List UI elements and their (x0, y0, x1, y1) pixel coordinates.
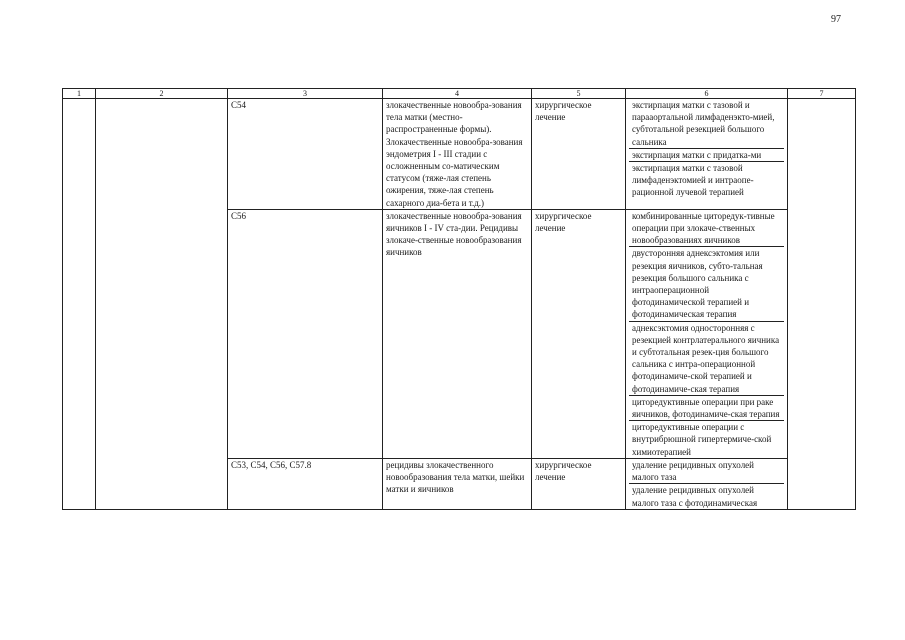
treatment-item: экстирпация матки с тазовой и парааортальной лимфаденэкто-мией, субтотальной резекцией большого сальника (629, 99, 784, 149)
diagnosis-cell (383, 99, 532, 210)
header-cell-4: 4 (383, 89, 532, 99)
header-cell-7: 7 (788, 89, 856, 99)
treatments-list (629, 459, 784, 509)
header-cell-3: 3 (228, 89, 383, 99)
diagnosis-cell (383, 458, 532, 509)
treatment-item: двусторонняя аднексэктомия или резекция яичников, субто-тальная резекция большого сальника с интраоперационной фотодинамической терапией и фотодинамическая терапия (629, 247, 784, 321)
header-cell-2: 2 (96, 89, 228, 99)
col2-cell (96, 99, 228, 510)
code-cell (228, 209, 383, 458)
code-cell (228, 99, 383, 210)
treatment-item: циторедуктивные операции с внутрибрюшной гипертермиче-ской химиотерапией (632, 422, 772, 457)
treatments-cell (626, 458, 788, 509)
diagnosis-cell (383, 209, 532, 458)
treatment-type-cell (532, 458, 626, 509)
header-cell-6: 6 (626, 89, 788, 99)
treatment-item: комбинированные циторедук-тивные операции при злокаче-ственных новообразованиях яичников (629, 210, 784, 248)
treatments-list (629, 99, 784, 199)
code-text: C56 (231, 210, 247, 221)
header-cell-5: 5 (532, 89, 626, 99)
code-text: C54 (231, 100, 247, 110)
treatment-item: удаление рецидивных опухолей малого таза (629, 459, 784, 484)
table-row (63, 99, 856, 210)
diagnosis-text: рецидивы злокачественного новообразования тела матки, шейки матки и яичников (386, 459, 525, 495)
treatment-type-text: хирургическое лечение (535, 459, 592, 483)
treatment-item: циторедуктивные операции при раке яичников, фотодинамиче-ская терапия (629, 396, 784, 421)
col7-cell (788, 99, 856, 510)
treatment-item: удаление рецидивных опухолей малого таза с фотодинамическая (632, 485, 758, 508)
document-table (62, 88, 856, 510)
page-number: 97 (831, 14, 841, 25)
treatments-cell (626, 99, 788, 210)
treatment-type-cell (532, 209, 626, 458)
diagnosis-text: злокачественные новообра-зования яичников I - IV ста-дии. Рецидивы злокаче-ственные новообразования яичников (386, 210, 522, 258)
treatment-item: экстирпация матки с тазовой лимфаденэктомией и интраопе-рационной лучевой терапией (632, 163, 754, 198)
code-cell (228, 458, 383, 509)
treatments-list (629, 210, 784, 458)
treatments-cell (626, 209, 788, 458)
header-cell-1: 1 (63, 89, 96, 99)
diagnosis-text: злокачественные новообра-зования тела матки (местно-распространенные формы). Злокачественные новообра-зования эндометрия I - III стадии с осложненным со-матическим статусом (тяже-лая степень ожирения, тяже-лая степень сахарного диа-бета и т.д.) (386, 100, 523, 208)
code-text: C53, C54, C56, C57.8 (231, 459, 312, 470)
treatment-item: аднексэктомия односторонняя с резекцией контрлатерального яичника и субтотальная резек-ция большого сальника с интра-операционной фотодинамиче-ской терапией и фотодинамиче-ская терапия (629, 322, 784, 396)
treatment-type-text: хирургическое лечение (535, 210, 592, 234)
treatment-type-cell (532, 99, 626, 210)
header-row (63, 89, 856, 99)
col1-cell (63, 99, 96, 510)
treatment-item: экстирпация матки с придатка-ми (629, 149, 784, 162)
treatment-type-text: хирургическое лечение (535, 100, 592, 123)
